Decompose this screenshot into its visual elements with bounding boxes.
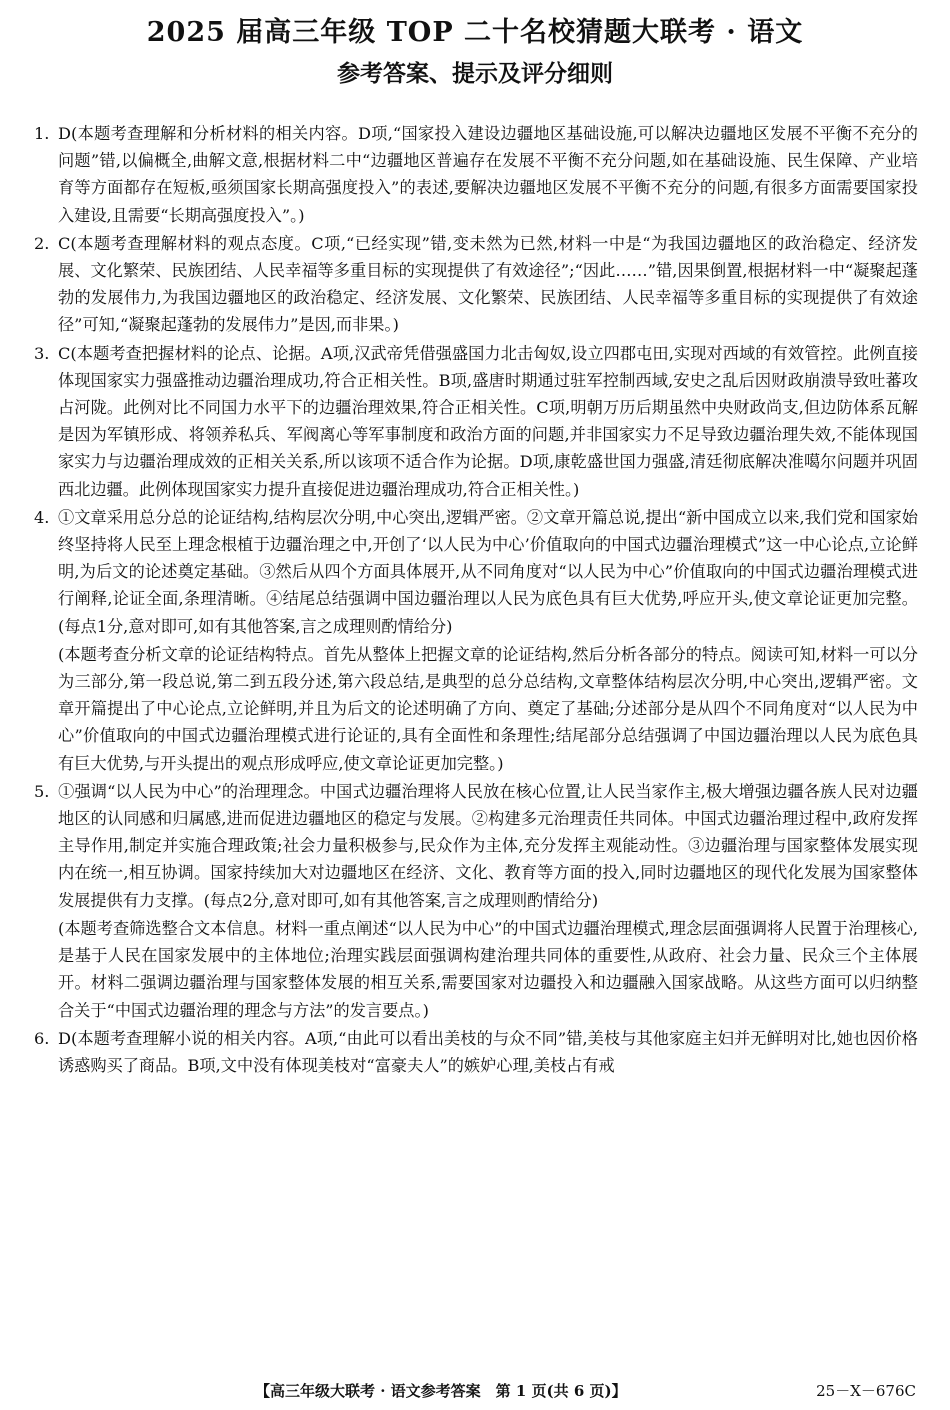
footer-page-info: 【高三年级大联考 · 语文参考答案 第 1 页(共 6 页)】	[255, 1382, 627, 1400]
page-footer	[0, 1378, 950, 1404]
answer-number: 1.	[34, 124, 50, 143]
page-title: 2025 届高三年级 TOP 二十名校猜题大联考 · 语文	[146, 17, 804, 48]
answer-number: 3.	[34, 343, 50, 363]
answer-list	[34, 120, 918, 1080]
answer-item-3	[34, 340, 918, 503]
answer-number: 2.	[34, 233, 50, 253]
answer-item-5	[34, 778, 918, 914]
page-subtitle: 参考答案、提示及评分细则	[337, 60, 613, 87]
answer-text: C(本题考查理解材料的观点态度。C项,“已经实现”错,变未然为已然,材料一中是“为我国边疆地区的政治稳定、经济发展、文化繁荣、民族团结、人民幸福等多重目标的实现提供了有效途径”;“因此……”错,因果倒置,根据材料一中“凝聚起蓬勃的发展伟力,为我国边疆地区的政治稳定、经济发展、文化繁荣、民族团结、人民幸福等多重目标的实现提供了有效途径”可知,“凝聚起蓬勃的发展伟力”是因,而非果。)	[58, 233, 918, 335]
answer-text: D(本题考查理解小说的相关内容。A项,“由此可以看出美枝的与众不同”错,美枝与其他家庭主妇并无鲜明对比,她也因价格诱惑购买了商品。B项,文中没有体现美枝对“富豪夫人”的嫉妒心理,美枝占有戒	[58, 1028, 918, 1075]
answer-text: ①强调“以人民为中心”的治理理念。中国式边疆治理将人民放在核心位置,让人民当家作主,极大增强边疆各族人民对边疆地区的认同感和归属感,进而促进边疆地区的稳定与发展。②构建多元治理责任共同体。中国式边疆治理过程中,政府发挥主导作用,制定并实施合理政策;社会力量积极参与,民众作为主体,充分发挥主观能动性。③边疆治理与国家整体发展实现内在统一,相互协调。国家持续加大对边疆地区在经济、文化、教育等方面的投入,同时边疆地区的现代化发展为国家整体发展提供有力支撑。(每点2分,意对即可,如有其他答案,言之成理则酌情给分)	[58, 781, 918, 910]
answer-number: 6.	[34, 1028, 50, 1048]
answer-item-2	[34, 230, 918, 339]
answer-item-4	[34, 504, 918, 640]
answer-text: C(本题考查把握材料的论点、论据。A项,汉武帝凭借强盛国力北击匈奴,设立四郡屯田,实现对西域的有效管控。此例直接体现国家实力强盛推动边疆治理成功,符合正相关性。B项,盛唐时期通过驻军控制西域,安史之乱后因财政崩溃导致吐蕃攻占河陇。此例对比不同国力水平下的边疆治理效果,符合正相关性。C项,明朝万历后期虽然中央财政尚支,但边防体系瓦解是因为军镇形成、将领养私兵、军阀离心等军事制度和政治方面的问题,并非国家实力不足导致边疆治理失效,不能体现国家实力与边疆治理成效的正相关关系,所以该项不适合作为论据。D项,康乾盛世国力强盛,清廷彻底解决准噶尔问题并巩固西北边疆。此例体现国家实力提升直接促进边疆治理成功,符合正相关性。)	[58, 343, 918, 499]
answer-number: 5.	[34, 781, 50, 801]
answer-item-1	[34, 120, 918, 229]
answer-text: D(本题考查理解和分析材料的相关内容。D项,“国家投入建设边疆地区基础设施,可以解决边疆地区发展不平衡不充分的问题”错,以偏概全,曲解文意,根据材料二中“边疆地区普遍存在发展不平衡不充分问题,如在基础设施、民生保障、产业培育等方面都存在短板,亟须国家长期高强度投入”的表述,要解决边疆地区发展不平衡不充分的问题,有很多方面需要国家投入建设,且需要“长期高强度投入”。)	[58, 124, 918, 225]
page-header	[0, 14, 950, 92]
answer-item-6	[34, 1025, 918, 1079]
answer-text: ①文章采用总分总的论证结构,结构层次分明,中心突出,逻辑严密。②文章开篇总说,提出“新中国成立以来,我们党和国家始终坚持将人民至上理念根植于边疆治理之中,开创了‘以人民为中心’价值取向的中国式边疆治理模式”这一中心论点,立论鲜明,为后文的论述奠定基础。③然后从四个方面具体展开,从不同角度对“以人民为中心”价值取向的中国式边疆治理模式进行阐释,论证全面,条理清晰。④结尾总结强调中国边疆治理以人民为底色具有巨大优势,呼应开头,使文章论证更加完整。(每点1分,意对即可,如有其他答案,言之成理则酌情给分)	[58, 507, 918, 636]
footer-exam-code: 25－X－676C	[816, 1382, 916, 1400]
answer-number: 4.	[34, 507, 50, 527]
answer-note-5: (本题考查筛选整合文本信息。材料一重点阐述“以人民为中心”的中国式边疆治理模式,理念层面强调将人民置于治理核心,是基于人民在国家发展中的主体地位;治理实践层面强调构建治理共同体的重要性,从政府、社会力量、民众三个主体展开。材料二强调边疆治理与国家整体发展的相互关系,需要国家对边疆投入和边疆融入国家战略。从这些方面可以归纳整合关于“中国式边疆治理的理念与方法”的发言要点。)	[58, 918, 918, 1020]
answer-note-4: (本题考查分析文章的论证结构特点。首先从整体上把握文章的论证结构,然后分析各部分的特点。阅读可知,材料一可以分为三部分,第一段总说,第二到五段分述,第六段总结,是典型的总分总结构,文章整体结构层次分明,中心突出,逻辑严密。文章开篇提出了中心论点,立论鲜明,并且为后文的论述明确了方向、奠定了基础;分述部分是从四个不同角度对“以人民为中心”价值取向的中国式边疆治理模式进行论证的,具有全面性和条理性;结尾部分总结强调了中国边疆治理以人民为底色具有巨大优势,与开头提出的观点形成呼应,使文章论证更加完整。)	[58, 644, 918, 773]
